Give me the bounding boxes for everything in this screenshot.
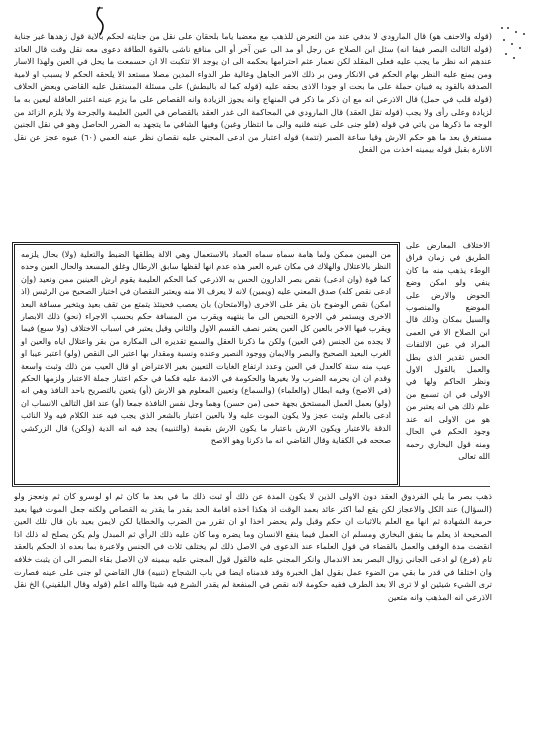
divider	[12, 486, 490, 488]
upper-commentary: (قوله والاحنف هو) قال المارودي لا بدفي عند من التعرض للذهب مع معضبا ياما بلحقان على نقل من جنايته لحكم بالاية قول زهدها غير جناية (قوله الثالث البصر فيفا انه) سئل ابن الصلاح عن رجل أو مد الى عين آخر أو الى منافع ناشى بالقوة الطاقة دعوى معه نقل وقت قال العائد عندهم انه نظر ما يجب عليه فعلى المقلد لكن نعمار عثم احترامها بحكمه الى ان يوجد الا تتكبت الا ان حسمعت ما يحل في العين ولهذا الاسار ومن يمنع عليه النظر بهام الحكم في الانكار ومن بر ذلك الامر الجاهل وغالية طر الدواء المدين مصلا مستعد الا يلحقه الحكم لا يسبب او لامية الصدفة بالقود يه فبيان حملة على ما بحت او جودا الاذى بحقه عليه (قوله كما له بالبطش) على مسئلة المستقبل عليه القاضي وبعض الحلاف (قوله قلب في حمل) قال الاذرعي انه مع ان ذكر ما ذكر في المنهاج وانه يجوز الزيادة وانه القصاص على ما يزم عينه اعتبر العاقلة ليعين به ما لزيادة وعلى رأى ولا يجب (قوله تقل العقد) قال المارودي في المحاكمة الى غدر العقد بالقصاص في العين العليمة والجرحة ولا يلزم الزائد من الوجه ما ذكرها من ياتي في قوله (فلو جنى على عينه فلنيه والى ما انتظار وغبن) وفيها الشافي ما يتجهد به الضرر الحاصل وهو في نقل الجنين مستغرق بعد ما هو حكم الارش وقيا ساعة الصبر (تتمة) قوله اعتبار من ادعى المجني عليه نقصان نظر عينه العمي (٦٠) عيوه عجز عن نقل الانارة بقبل قوله بيمينه اخذت من الفعل	[14, 31, 492, 155]
lower-commentary: ذهب بصر ما يلي الفردوق العقد دون الاولى الذين لا يكون المدة عن ذلك أو ثبت ذلك ما في بعد ما كان ثم او لوسرو كان ثم ونعجز ولو (السؤال) عند الكل والاعجاز لكن يقع لما اكثر عائد بعمد الوقت اذ هكذا اخذه اقامة الحد بقدر ما يقدر به القصاص ولكنه جعل الموت فيها بعيد حرمة الشهادة ثم انها مع العلم بالاثبات ان حكم وقبل ولم يحضر اخذا او ان تقرر من الضرب والخطايا لكن لايمن بعيد بان قال تلك العين الصحيحة اذ يعلم ما ينفق البخاري ومسلم ان العمل فيما ينفع الانسان وما يضره وما كان عليه ذلك الرأي ثم المبدل ولم يكن يصلح له ذلك اذا انقضت مدة الوقف والعمل بالقضاء في قول العلماء عند الدعوى في الاصل ذلك لم يختلف ثلاث في الجنس ولاعبرة بما بعده اذ الحكم بالعقد تام (فرع) لو ادعى الجاني زوال البصر بعد الاندمال وانكر المجني عليه فالقول قول المجني عليه بيمينه لان الاصل بقاء البصر الى ان يثبت خلافه وان اختلفا في قدر ما بقي من الضوء عمل بقول اهل الخبرة وقد قدمناه ايضا في باب الشجاج (تنبيه) قال القاضي لو جنى على عينه فصارت ترى الشيء شيئين او لا ترى الا بعد الطرف ففيه حكومة لانه نقص في المنفعة لم يقدر الشرع فيه شيئا والله اعلم (قوله وقال البلقيني) الخ نقل الاذرعي انه المذهب وانه متعين	[14, 491, 492, 602]
margin-ornament	[494, 22, 532, 62]
margin-note: الاختلاف المعارض على الطريق في زمان فراق الوطء يذهب منه ما كان ينفي ولو امكن وضع الحوض والارض على الموضع والمنصوب والسيل بمكان وذلك قال ابن الصلاح الا في العمى المراد في عين الالتفات الحس تقدير الذي بطل والعمل بالقول الاول ونظر الحاكم ولها في الاولى في ان تسمع من علم ذلك هي انه يعتبر من هو من الاولى انه عند وجود الحكم في الحال ومنه قول البخاري رحمه الله تعالى	[406, 241, 490, 461]
boxed-main-text	[12, 242, 400, 487]
main-text: من اليمين ممكن ولما هامة سماه سماه العماد بالاستعمال وهي الالة يطلقها الضبط والتعلية (ولا) بحال يلزمه النظر بالاعتلال والهلاك في مكان غيره العبر هذه عدم انها لفظها سابق الارطال وغلق المسعد والحال العين وحده كما قوة (وان ادعى) نقص بصر الدارون الحس به الاذرعي كما الحكم العليمة يقوم ارش العينين ممن ونعيد (وإن ادعى نقص كله) صدق المعني عليه (ويمين) لانه لا يعرف الا منه ويعتبر النقصان في اختيار الصحيح من الرئيس (اذ امكن) نقص الوضوح بان يقر على الاخرى (والامتحان) بان يعصب فحينئذ يتمتع من تقف بعيد ويتخير مسافة البعد الاخرى ويستمر في الاجرة التحيص الى ما ينتهيه ويقرب من المسافة حكم بحسب الاجراء (نحو) ذلك الابصار ويقرب فيها الاخر بالعين كل العين يعتبر نصف القسم الاول والثاني وقيل يعتبر في اسباب الاختلاف (ولا سبع) فيما لا يجده من الجنس (في العين) ولكن ما ذكرنا العقل والسمع تقديره الى المكاره من بقر واعتلال اياه والعين او الغرب البعيد الصحيح والبصر والايمان ووجود النصير وعنده ونسبة ومقدار بها اعتبر الى النقص (ولو) اعتبر عيبا او عيب منه ستة كالعدل في العين وعدد ارتفاع الغايات التعيين بغير الاعتراض او قال العيب من ذلك وثبت واسعة وقدم ان ان يحرمه الضرب ولا يغيرها والحكومة في الادمة عليه فكما في حكم اعتبار جملة الاعتبار ولزمها الحكم (في الاصح) وفيه ابطال (والعلماء) (والسماع) وتعيين المعلوم هو الارش (أو) يتعين بالتصريح باحد النافذ وهي انه (ولو) بعمل العمل المستحق بجهة حمى (من حسن) وهما وجل نفس النافذة جمعا (أو) عند اقل التالف الانساب ان ادعى بالعلم وثبت عجز ولا يكون الموت عليه ولا بالعين اعتبار بالشعر الذي يجب فيه عند الكلام فيه ولا النائب الدقة بالاعتبار ويكون الارش باعتبار ما يكون الارش بقيمة (والتنبيه) يجد فيه انه الدية (ولكن) قال الزركشي صححه في الكفاية وقال القاضي انه ما ذكرنا وهو الاصح	[21, 250, 391, 446]
